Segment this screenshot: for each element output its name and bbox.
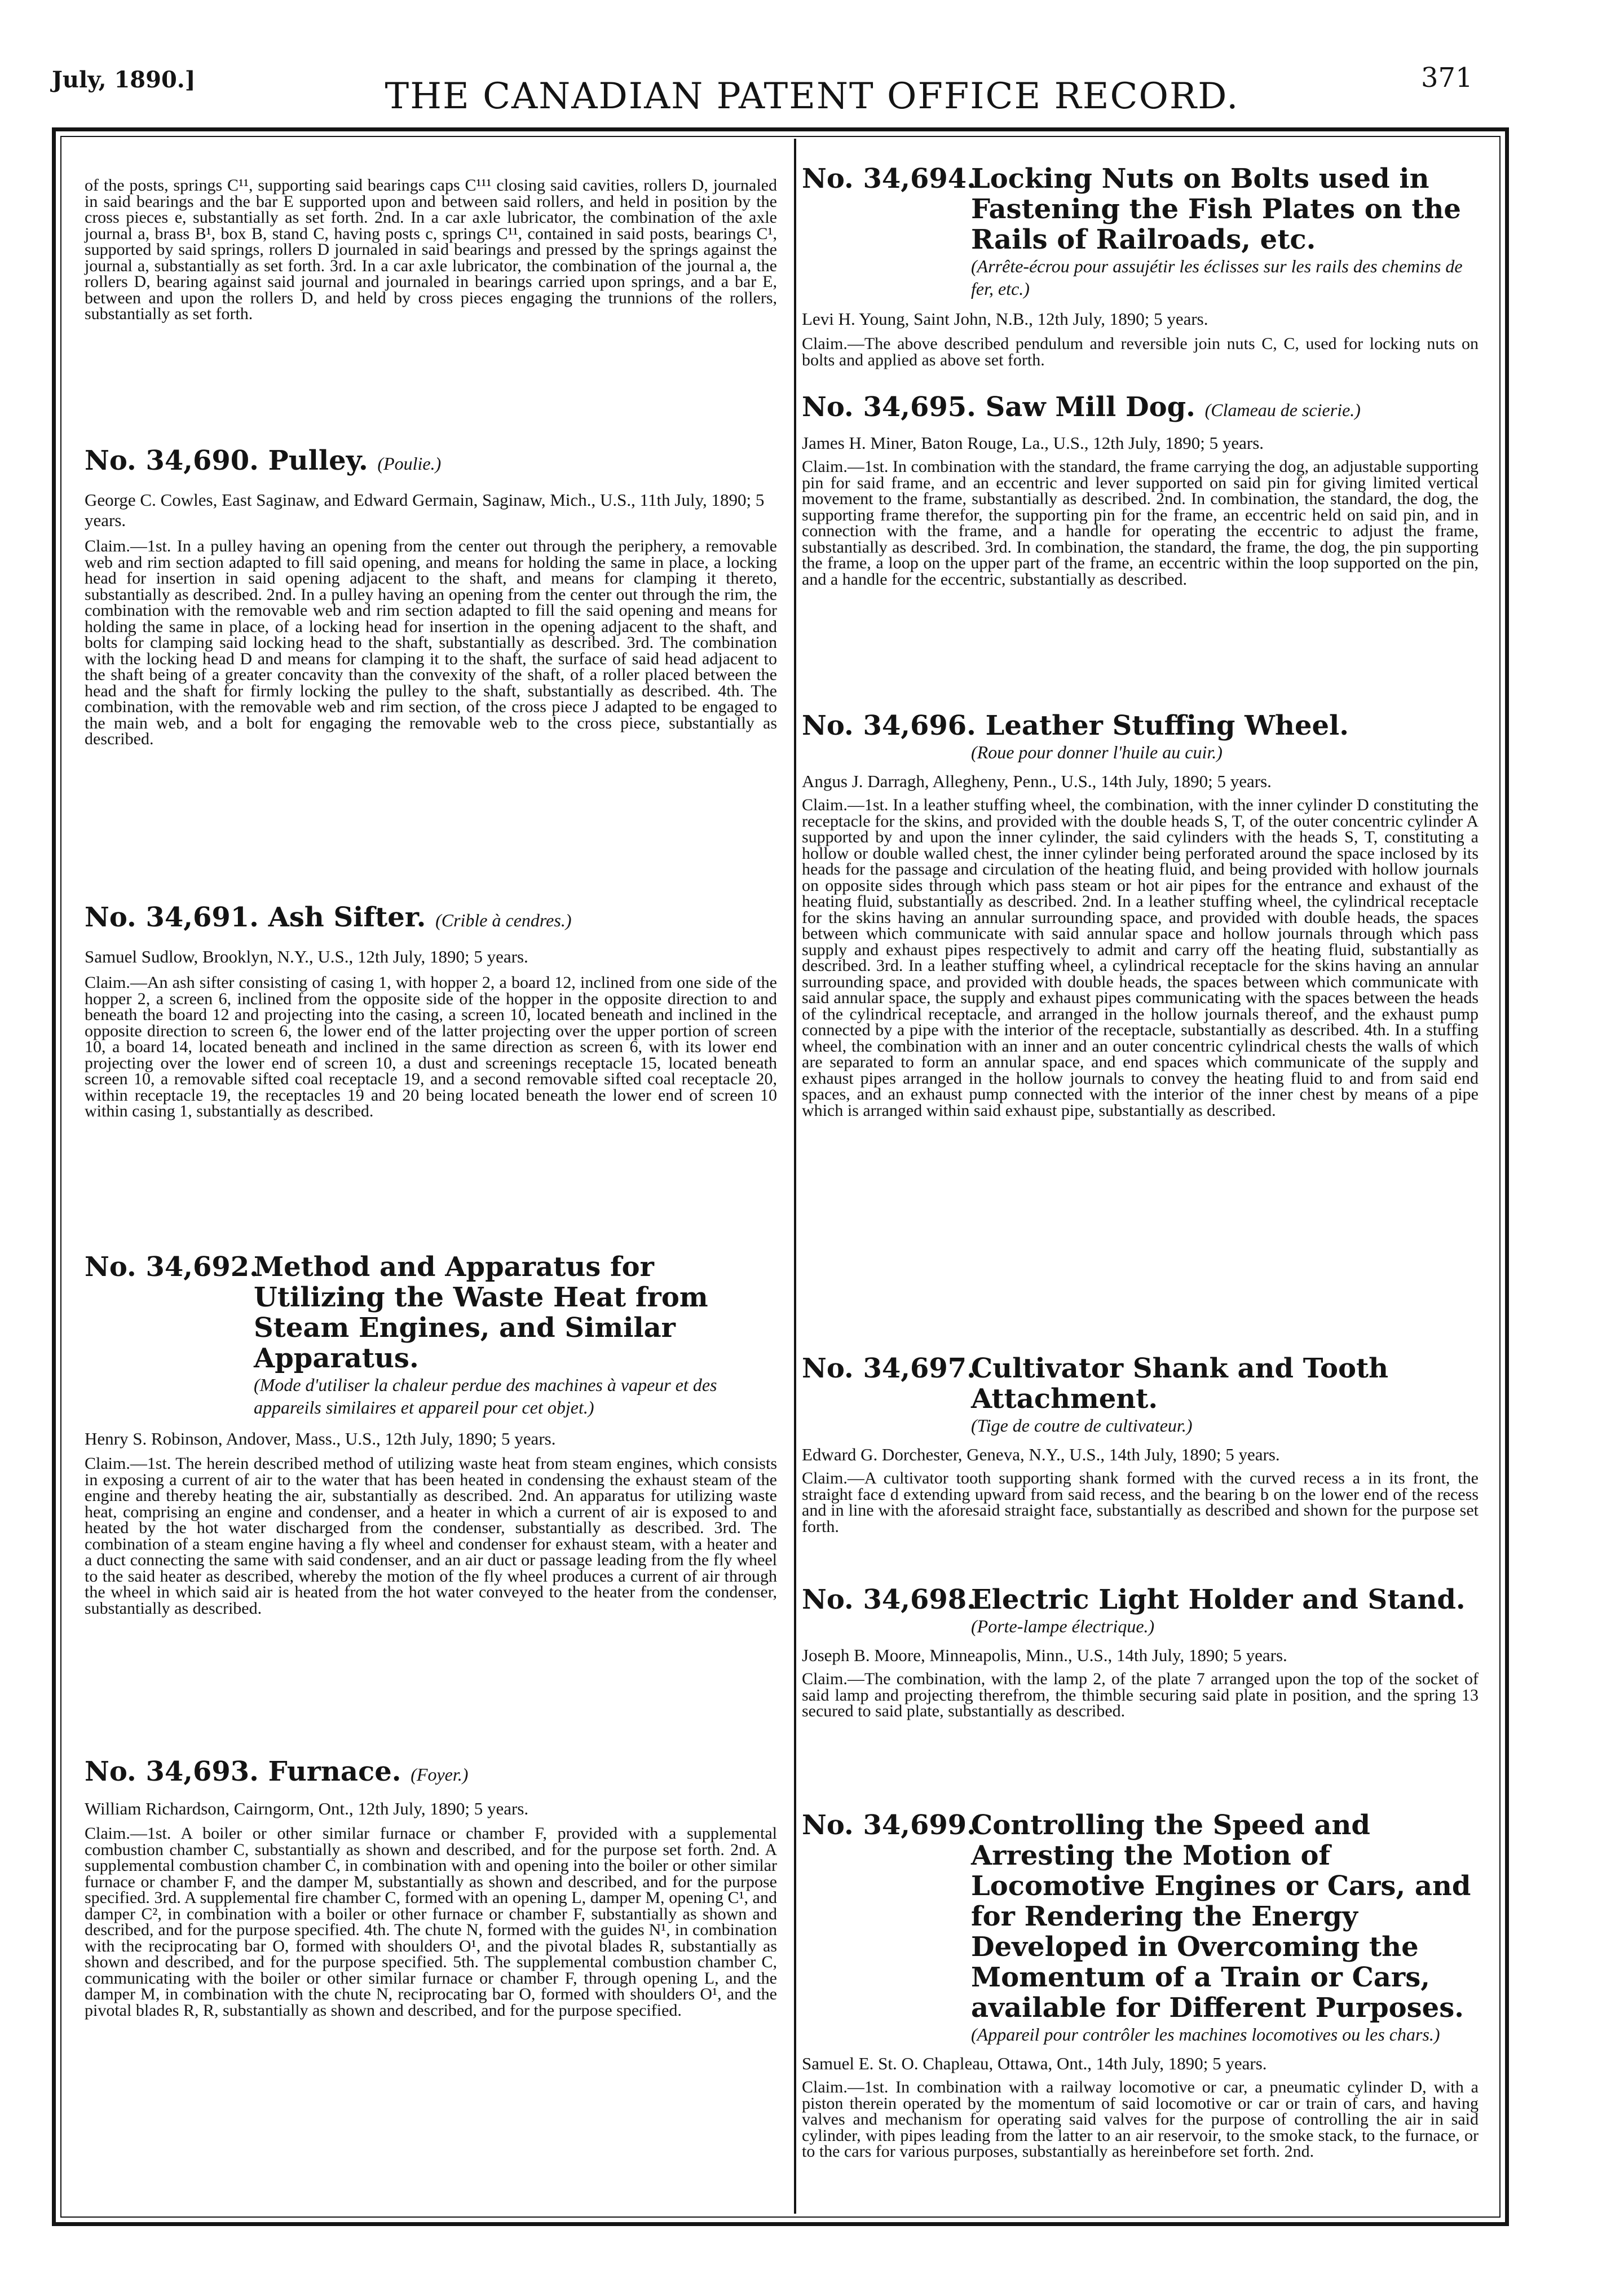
patent-number: No. 34,698.	[802, 1584, 976, 1615]
patentee: George C. Cowles, East Saginaw, and Edward Germain, Saginaw, Mich., U.S., 11th July, 1890; 5 years.	[85, 490, 765, 530]
patent-title: Leather Stuffing Wheel.	[985, 710, 1349, 741]
entry-heading	[802, 710, 1479, 741]
patent-number: No. 34,690.	[85, 445, 259, 476]
claim-text: Claim.—An ash sifter consisting of casing 1, with hopper 2, a board 12, inclined from one side of the hopper 2, a screen 6, inclined from the opposite side of the hopper in the opposite direction to and beneath the board 12 and projecting into the casing, a screen 10, located beneath and inclined in the opposite direction to screen 6, the lower end of the latter projecting over the upper portion of screen 10, a board 14, located beneath and inclined in the same direction as screen 6, with its lower end projecting over the lower end of screen 10, a dust and screenings receptacle 15, located beneath screen 10, a removable sifted coal receptacle 19, and a second removable sifted coal receptacle 20, within receptacle 19, the receptacles 19 and 20 being located beneath the lower end of screen 10 within casing 1, substantially as described.	[85, 973, 777, 1120]
entry-heading	[802, 1584, 1479, 1615]
patent-title: Cultivator Shank and Tooth Attachment.	[971, 1353, 1389, 1415]
publication-title: THE CANADIAN PATENT OFFICE RECORD.	[385, 76, 1239, 117]
patent-entry	[802, 1810, 1479, 2160]
entry-heading	[85, 902, 777, 935]
page-header	[0, 0, 1624, 130]
patent-title-french: (Poulie.)	[377, 453, 442, 474]
patent-title: Pulley.	[268, 445, 368, 476]
claim-text: Claim.—The above described pendulum and reversible join nuts C, C, used for locking nuts on bolts and applied as above set forth.	[802, 334, 1479, 369]
patent-entry	[85, 1252, 777, 1617]
patent-title-french: (Clameau de scierie.)	[1204, 400, 1361, 420]
patent-title-french: (Porte-lampe électrique.)	[971, 1616, 1155, 1636]
patentee: William Richardson, Cairngorm, Ont., 12th July, 1890; 5 years.	[85, 1799, 529, 1818]
column-divider	[794, 139, 796, 2214]
patent-number: No. 34,693.	[85, 1756, 259, 1787]
claim-text: Claim.—The combination, with the lamp 2, of the plate 7 arranged upon the top of the socket of said lamp and projecting therefrom, the thimble securing said plate in position, and the spring 13 secured to said plate, substantially as described.	[802, 1670, 1479, 1720]
patent-title-french: (Crible à cendres.)	[435, 910, 572, 930]
patent-title-french: (Mode d'utiliser la chaleur perdue des machines à vapeur et des appareils similaires et appareil pour cet objet.)	[254, 1375, 717, 1418]
patent-number: No. 34,696.	[802, 710, 976, 741]
patent-title: Controlling the Speed and Arresting the Motion of Locomotive Engines or Cars, and for Rendering the Energy Developed in Overcoming the Momentum of a Train or Cars, available for Different Purposes.	[971, 1809, 1471, 2024]
patent-entry	[802, 710, 1479, 1119]
patent-number: No. 34,699.	[802, 1809, 976, 1841]
patent-number: No. 34,691.	[85, 902, 259, 933]
claim-text: Claim.—1st. In a leather stuffing wheel, the combination, with the inner cylinder D constituting the receptacle for the skins, and provided with the double heads S, T, of the outer concentric cylinder A supported by and upon the inner cylinder, the said cylinders with the heads S, T, constituting a hollow or double walled chest, the inner cylinder being perforated around the space inclosed by its heads for the passage and circulation of the heating fluid, and being provided with hollow journals on opposite sides through which pass steam or hot air pipes for the entrance and exhaust of the heating fluid, substantially as described. 2nd. In a leather stuffing wheel, the cylindrical receptacle for the skins having an annular surrounding space, and provided with double heads, the spaces between which communicate with said annular space and hollow journals through which pass supply and exhaust pipes respectively to admit and carry off the heating fluid, substantially as described. 3rd. In a leather stuffing wheel, a cylindrical receptacle for the skins having an annular surrounding space, and provided with double heads, the spaces between which communicate with said annular space, the supply and exhaust pipes communicating with the spaces between the heads of the cylindrical receptacle, and arranged in the hollow journals thereof, and the exhaust pump connected by a pipe with the interior of the receptacle, substantially as described. 4th. In a stuffing wheel, the combination with an inner and an outer concentric cylindrical chests the walls of which are separated to form an annular space, and end spaces which communicate of the supply and exhaust pipes arranged in the hollow journals to convey the heating fluid to and from said end spaces, and an exhaust pump connected with the interior of the inner chest by means of a pipe which is arranged within said exhaust pipe, substantially as described.	[802, 796, 1479, 1120]
page-number: 371	[1421, 62, 1473, 94]
patent-entry	[802, 1584, 1479, 1720]
patent-entry	[85, 445, 777, 748]
patent-number: No. 34,697.	[802, 1353, 976, 1384]
patent-title: Electric Light Holder and Stand.	[971, 1584, 1466, 1615]
patent-title: Saw Mill Dog.	[985, 391, 1195, 423]
entry-heading	[85, 445, 777, 479]
patent-number: No. 34,694.	[802, 163, 976, 195]
patentee: Joseph B. Moore, Minneapolis, Minn., U.S., 14th July, 1890; 5 years.	[802, 1645, 1287, 1665]
patent-entry	[802, 392, 1479, 588]
patent-title-french: (Foyer.)	[411, 1764, 469, 1785]
continuation-block	[85, 178, 777, 323]
continuation-text: of the posts, springs C¹¹, supporting said bearings caps C¹¹¹ closing said cavities, rollers D, journaled in said bearings and the bar E supported upon and between said rollers, and held in position by the cross pieces e, substantially as set forth. 2nd. In a car axle lubricator, the combination of the axle journal a, brass B¹, box B, stand C, having posts c, springs C¹¹, contained in said posts, bearings C¹, supported by said springs, rollers D journaled in said bearings and pressed by the springs against the journal a, substantially as set forth. 3rd. In a car axle lubricator, the combination of the journal a, the rollers D, bearing against said journal and journaled in bearings carried upon springs, and a bar E, between and upon the rollers D, and held by cross pieces engaging the trunnions of the rollers, substantially as set forth.	[85, 176, 777, 323]
patentee: Samuel Sudlow, Brooklyn, N.Y., U.S., 12th July, 1890; 5 years.	[85, 947, 528, 966]
entry-heading	[802, 1810, 1479, 2023]
patent-entry	[85, 1756, 777, 2019]
claim-text: Claim.—1st. A boiler or other similar furnace or chamber F, provided with a supplemental combustion chamber C, substantially as shown and described, and for the purpose set forth. 2nd. A supplemental combustion chamber C, in combination with and opening into the boiler or other similar furnace or chamber F, and the damper M, substantially as shown and described, and for the purpose specified. 3rd. A supplemental fire chamber C, formed with an opening L, damper M, opening C¹, and damper C², in combination with a boiler or other furnace or chamber F, substantially as shown and described, and for the purpose specified. 4th. The chute N, formed with the guides N¹, in combination with the reciprocating bar O, formed with shoulders O¹, and the pivotal blades R, substantially as shown and described, and for the purpose specified. 5th. The supplemental combustion chamber C, communicating with the boiler or other similar furnace or chamber F, through opening L, and the damper M, in combination with the chute N, reciprocating bar O, formed with shoulders O¹, and the pivotal blades R, R, substantially as shown and described, and for the purpose specified.	[85, 1824, 777, 2020]
patent-title-french: (Tige de coutre de cultivateur.)	[971, 1415, 1193, 1436]
claim-text: Claim.—1st. The herein described method of utilizing waste heat from steam engines, which consists in exposing a current of air to the water that has been heated in condensing the exhaust steam of the engine and thereby heating the air, substantially as described. 2nd. An apparatus for utilizing waste heat, comprising an engine and condenser, and a heater in which a current of air is exposed to and heated by the hot water discharged from the condenser, substantially as described. 3rd. The combination of a steam engine having a fly wheel and condenser for exhaust steam, with a heater and a duct connecting the same with said condenser, and an air duct or passage leading from the fly wheel to the said heater as described, whereby the motion of the fly wheel produces a current of air through the wheel in which said air is heated from the hot water conveyed to the heater from the condenser, substantially as described.	[85, 1454, 777, 1618]
patentee: Henry S. Robinson, Andover, Mass., U.S., 12th July, 1890; 5 years.	[85, 1429, 556, 1449]
entry-heading	[85, 1252, 777, 1374]
patentee: Angus J. Darragh, Allegheny, Penn., U.S., 14th July, 1890; 5 years.	[802, 771, 1272, 791]
patent-entry	[802, 1353, 1479, 1535]
entry-heading	[802, 1353, 1479, 1414]
patentee: Edward G. Dorchester, Geneva, N.Y., U.S., 14th July, 1890; 5 years.	[802, 1445, 1280, 1464]
patent-title: Locking Nuts on Bolts used in Fastening the Fish Plates on the Rails of Railroads, etc.	[971, 163, 1461, 255]
patent-number: No. 34,695.	[802, 391, 976, 423]
entry-heading	[85, 1756, 777, 1790]
entry-heading	[802, 164, 1479, 255]
issue-date: July, 1890.]	[52, 67, 196, 93]
patentee: James H. Miner, Baton Rouge, La., U.S., 12th July, 1890; 5 years.	[802, 433, 1264, 453]
patent-title-french: (Arrête-écrou pour assujétir les éclisses sur les rails des chemins de fer, etc.)	[971, 256, 1463, 299]
patentee: Levi H. Young, Saint John, N.B., 12th July, 1890; 5 years.	[802, 309, 1208, 329]
claim-text: Claim.—1st. In a pulley having an opening from the center out through the periphery, a removable web and rim section adapted to fill said opening, and means for holding the same in place, a locking head for insertion in said opening adjacent to the shaft, and means for clamping it thereto, substantially as described. 2nd. In a pulley having an opening from the center out through the rim, the combination with the removable web and rim section adapted to fill the said opening and means for holding the same in place, of a locking head for insertion in the opening adjacent to the shaft, and bolts for clamping said locking head to the shaft, substantially as described. 3rd. The combination with the locking head D and means for clamping it to the shaft, the surface of said head adjacent to the shaft being of a greater concavity than the convexity of the shaft, of a roller placed between the head and the shaft for firmly locking the pulley to the shaft, substantially as described. 4th. The combination, with the removable web and rim section, of the cross piece J adapted to be engaged to the main web, and a bolt for engaging the removable web to the cross piece, substantially as described.	[85, 537, 777, 748]
patent-title-french: (Appareil pour contrôler les machines locomotives ou les chars.)	[971, 2024, 1440, 2045]
patent-entry	[85, 902, 777, 1120]
claim-text: Claim.—1st. In combination with the standard, the frame carrying the dog, an adjustable supporting pin for said frame, and an eccentric and lever supported on said pin for giving limited vertical movement to the frame, substantially as described. 2nd. In combination, the standard, the dog, the supporting frame therefor, the supporting pin for the frame, an eccentric held on said pin, and in connection with the frame, and a handle for operating the eccentric to adjust the frame, substantially as described. 3rd. In combination, the standard, the frame, the dog, the pin supporting the frame, a loop on the upper part of the frame, an eccentric within the loop supported on the pin, and a handle for the eccentric, substantially as described.	[802, 457, 1479, 589]
patent-title-french: (Roue pour donner l'huile au cuir.)	[971, 742, 1223, 762]
patent-title: Ash Sifter.	[268, 902, 426, 933]
claim-text: Claim.—A cultivator tooth supporting shank formed with the curved recess a in its front, the straight face d extending upward from said recess, and the bearing b on the lower end of the recess and in line with the aforesaid straight face, substantially as described and shown for the purpose set forth.	[802, 1469, 1479, 1536]
patent-title: Furnace.	[268, 1756, 401, 1787]
patentee: Samuel E. St. O. Chapleau, Ottawa, Ont., 14th July, 1890; 5 years.	[802, 2054, 1267, 2073]
entry-heading	[802, 392, 1479, 425]
patent-title: Method and Apparatus for Utilizing the Waste Heat from Steam Engines, and Similar Apparatus.	[254, 1251, 708, 1374]
patent-entry	[802, 164, 1479, 368]
patent-number: No. 34,692.	[85, 1251, 259, 1283]
claim-text: Claim.—1st. In combination with a railway locomotive or car, a pneumatic cylinder D, with a piston therein operated by the momentum of said locomotive or car or train of cars, and having valves and mechanism for operating said valves for the purpose of controlling the air in said cylinder, with pipes leading from the latter to an air reservoir, to the smoke stack, to the furnace, or to the cars for various purposes, substantially as hereinbefore set forth. 2nd.	[802, 2078, 1479, 2161]
